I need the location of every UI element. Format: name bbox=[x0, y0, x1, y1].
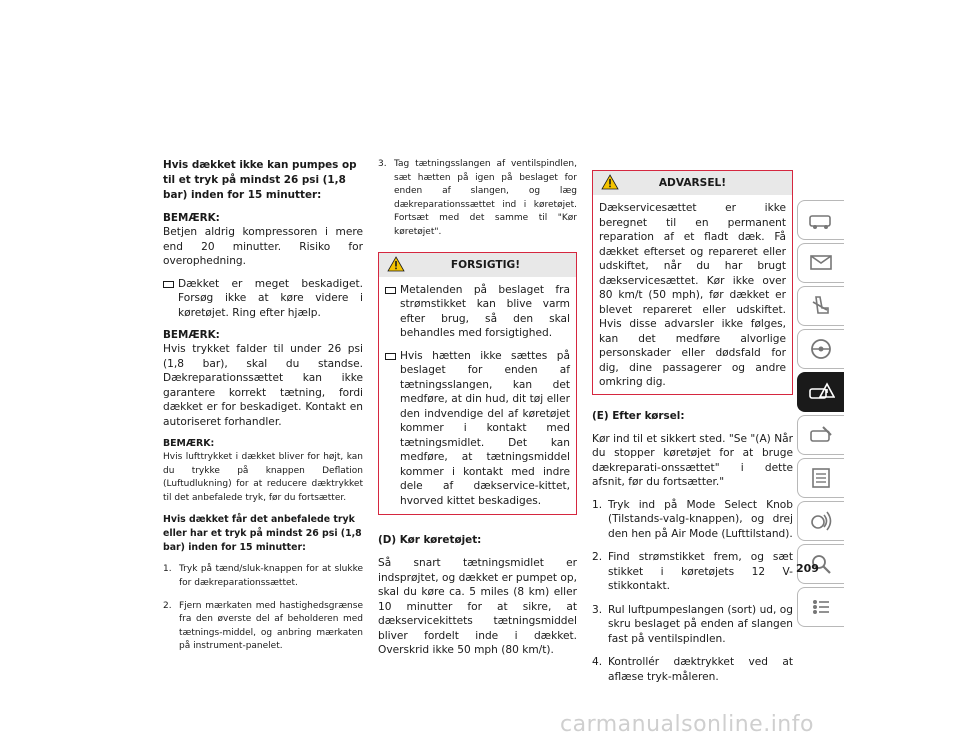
caution-title: FORSIGTIG! bbox=[450, 258, 521, 271]
tab-safety[interactable] bbox=[797, 286, 844, 326]
caution-body bbox=[379, 277, 576, 515]
tab-dashboard[interactable] bbox=[797, 200, 844, 240]
warning-title: ADVARSEL! bbox=[658, 177, 727, 189]
tab-emergency[interactable] bbox=[797, 372, 844, 412]
heading-after-drive: (E) Efter kørsel: bbox=[592, 409, 685, 422]
tab-mail[interactable] bbox=[797, 243, 844, 283]
checklist-icon bbox=[807, 466, 835, 490]
steering-wheel-icon bbox=[807, 337, 835, 361]
step-item: 2. Fjern mærkaten med hastighedsgrænse fra den øverste del af beholderen med tætnings-middel, og anbring mærkaten på instrument-panelet. bbox=[163, 600, 363, 652]
warning-triangle-icon bbox=[387, 256, 405, 272]
page-number: 209 bbox=[796, 562, 819, 575]
bullet-item: Metalenden på beslaget fra strømstikket kan blive varm efter brug, så den skal behandles med forsigtighed. bbox=[385, 283, 570, 341]
heading-drive: (D) Kør køretøjet: bbox=[378, 534, 482, 547]
tab-service[interactable] bbox=[797, 415, 844, 455]
tab-multimedia[interactable] bbox=[797, 501, 844, 541]
step-item: 1. Tryk ind på Mode Select Knob (Tilstands-valg-knappen), og drej den hen på Air Mode (Lufttilstand). bbox=[592, 498, 793, 540]
heading-inflate-fail: Hvis dækket ikke kan pumpes op til et tryk på mindst 26 psi (1,8 bar) inden for 15 minutter: bbox=[163, 159, 357, 201]
note-label: BEMÆRK: bbox=[163, 212, 220, 224]
checkbox-bullet-icon bbox=[163, 281, 174, 288]
car-warning-icon bbox=[807, 380, 835, 404]
column-1 bbox=[163, 158, 363, 663]
note-text: Hvis lufttrykket i dækket bliver for højt, kan du trykke på knappen Deflation (Luftudlukning) for at reducere dæktrykket til det anbefalede tryk, før du fortsætter. bbox=[163, 452, 363, 503]
car-service-icon bbox=[807, 423, 835, 447]
checkbox-bullet-icon bbox=[385, 287, 396, 294]
column-3 bbox=[592, 170, 793, 693]
caution-header bbox=[379, 253, 576, 277]
note-text: Hvis trykket falder til under 26 psi (1,8 bar), skal du standse. Dækreparationssættet kan ikke garantere korrekt tætning, fordi dækket er for beskadiget. Kontakt en autoriseret forhandler. bbox=[163, 343, 363, 428]
watermark: carmanualsonline.info bbox=[560, 712, 814, 737]
step-item: 1. Tryk på tænd/sluk-knappen for at slukke for dækreparationssættet. bbox=[163, 564, 363, 588]
media-icon bbox=[807, 509, 835, 533]
bullet-item: Hvis hætten ikke sættes på beslaget for enden af tætningsslangen, kan det medføre, at din hud, dit tøj eller den indvendige del af køretøjet kommer i kontakt med tætningsmidlet. Det kan medføre, at tætningsmiddel kommer i kontakt med indre dele af dækservice-kittet, hvorved kittet beskadiges. bbox=[385, 349, 570, 509]
warning-triangle-icon bbox=[601, 174, 619, 190]
tab-index[interactable] bbox=[797, 587, 844, 627]
seat-safety-icon bbox=[807, 294, 835, 318]
warning-header bbox=[593, 171, 792, 195]
car-dashboard-icon bbox=[807, 208, 835, 232]
index-list-icon bbox=[807, 595, 835, 619]
note-label: BEMÆRK: bbox=[163, 438, 215, 449]
heading-inflate-ok: Hvis dækket får det anbefalede tryk eller har et tryk på mindst 26 psi (1,8 bar) inden for 15 minutter: bbox=[163, 514, 362, 554]
step-item: 3. Tag tætningsslangen af ventilspindlen, sæt hætten på igen på beslaget for enden af slangen, og læg dækreparationssættet ind i køretøjet. Fortsæt med det samme til "Kør køretøjet". bbox=[378, 159, 577, 237]
note-text: Betjen aldrig kompressoren i mere end 20 minutter. Risiko for overophedning. bbox=[163, 226, 363, 267]
warning-box bbox=[592, 170, 793, 395]
tab-driving[interactable] bbox=[797, 329, 844, 369]
after-drive-paragraph: Kør ind til et sikkert sted. "Se "(A) Når du stopper køretøjet for at bruge dækreparati-onssættet" i dette afsnit, før du fortsætter." bbox=[592, 432, 793, 488]
car-mail-icon bbox=[807, 251, 835, 275]
note-label: BEMÆRK: bbox=[163, 329, 220, 341]
step-item: 2. Find strømstikket frem, og sæt stikket i køretøjets 12 V-stikkontakt. bbox=[592, 551, 793, 592]
column-2 bbox=[378, 158, 577, 666]
step-item: 3. Rul luftpumpeslangen (sort) ud, og skru beslaget på enden af slangen fast på ventilspindlen. bbox=[592, 603, 793, 645]
warning-text: Dækservicesættet er ikke beregnet til en permanent reparation af et fladt dæk. Få dækket efterset og repareret eller udskiftet, når du har brugt dækservicesættet. Kør ikke over 80 km/t (50 mph), før dækket er blevet repareret eller udskiftet. Hvis disse advarsler ikke følges, kan det medføre alvorlige personskader eller dødsfald for dig, dine passagerer og andre omkring dig. bbox=[599, 202, 786, 388]
warning-body bbox=[593, 195, 792, 394]
step-item: 4. Kontrollér dæktrykket ved at aflæse tryk-måleren. bbox=[592, 656, 793, 683]
bullet-item: Dækket er meget beskadiget. Forsøg ikke at køre videre i køretøjet. Ring efter hjælp. bbox=[163, 277, 363, 321]
tab-specs[interactable] bbox=[797, 458, 844, 498]
drive-paragraph: Så snart tætningsmidlet er indsprøjtet, og dækket er pumpet op, skal du køre ca. 5 miles (8 km) eller 10 minutter for at sikre, at dækservicekittets tætningsmiddel bliver fordelt inde i dækket. Overskrid ikke 50 mph (80 km/t). bbox=[378, 557, 577, 657]
caution-box bbox=[378, 252, 577, 516]
checkbox-bullet-icon bbox=[385, 353, 396, 360]
